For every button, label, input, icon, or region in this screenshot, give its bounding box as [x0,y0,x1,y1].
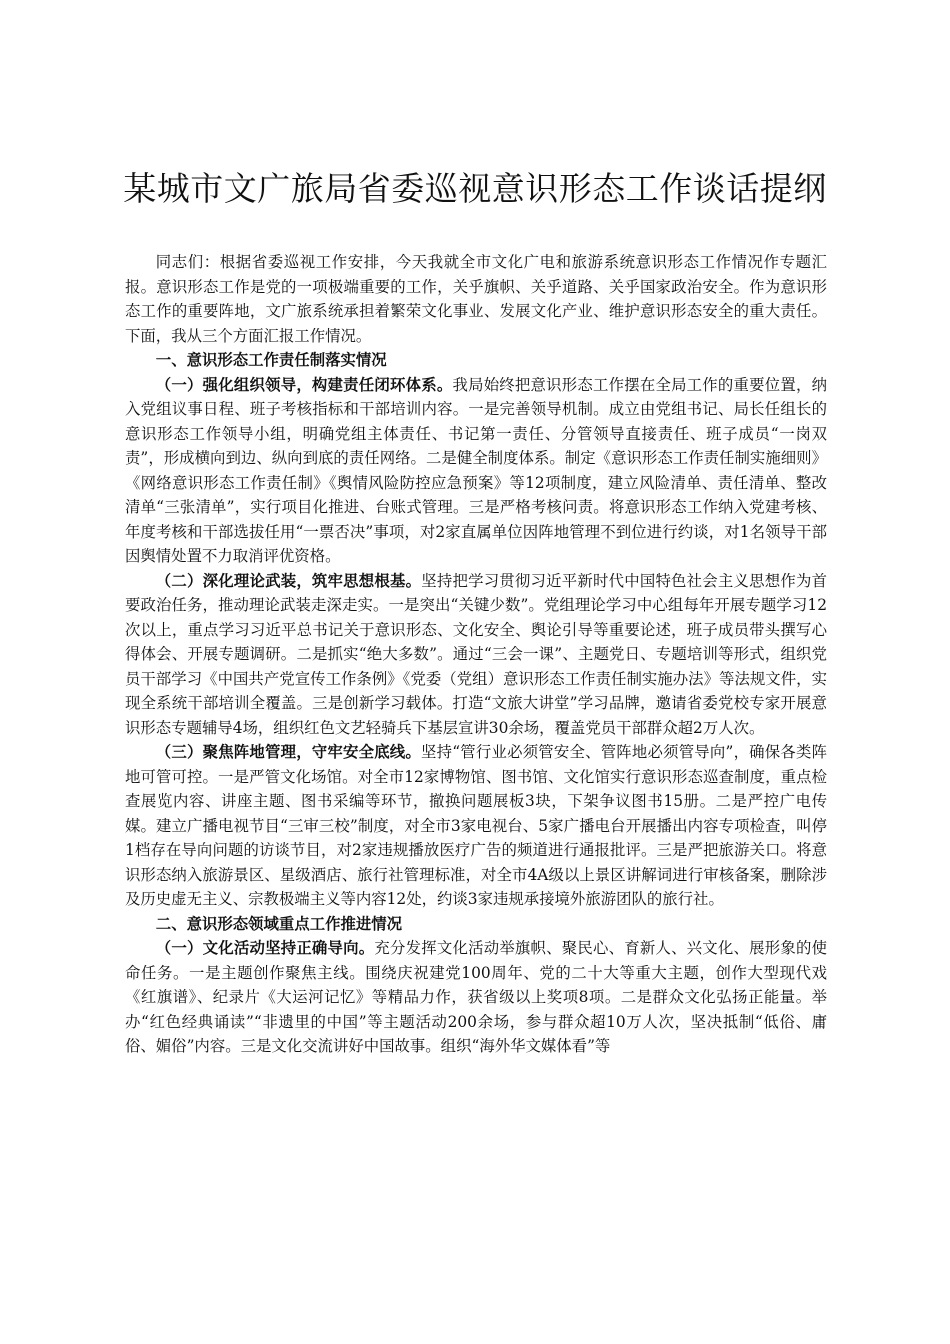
subheading-lead: （二）深化理论武装，筑牢思想根基。 [155,571,422,590]
document-body [125,250,827,1059]
section-1-paragraph-1 [125,373,827,569]
section-1-paragraph-2 [125,569,827,741]
section-heading-2: 二、意识形态领域重点工作推进情况 [155,914,403,933]
section-2-paragraph-1 [125,936,827,1059]
subheading-lead: （一）文化活动坚持正确导向。 [155,939,375,957]
paragraph-text: 坚持“管行业必须管安全、管阵地必须管导向”，确保各类阵地可管可控。一是严管文化场馆。对全市12家博物馆、图书馆、文化馆实行意识形态巡查制度，重点检查展览内容、讲座主题、图书采编等环节，撤换问题展板3块，下架争议图书15册。二是严控广电传媒。建立广播电视节目“三审三校”制度，对全市3家电视台、5家广播电台开展播出内容专项检查，叫停1档存在导向问题的访谈节目，对2家违规播放医疗广告的频道进行通报批评。三是严把旅游关口。将意识形态纳入旅游景区、星级酒店、旅行社管理标准，对全市4A级以上景区讲解词进行审核备案，删除涉及历史虚无主义、宗教极端主义等内容12处，约谈3家违规承接境外旅游团队的旅行社。 [125,743,827,908]
paragraph-text: 坚持把学习贯彻习近平新时代中国特色社会主义思想作为首要政治任务，推动理论武装走深走实。一是突出“关键少数”。党组理论学习中心组每年开展专题学习12次以上，重点学习习近平总书记关于意识形态、文化安全、舆论引导等重要论述，班子成员带头撰写心得体会、开展专题调研。二是抓实“绝大多数”。通过“三会一课”、主题党日、专题培训等形式，组织党员干部学习《中国共产党宣传工作条例》《党委（党组）意识形态工作责任制实施办法》等法规文件，实现全系统干部培训全覆盖。三是创新学习载体。打造“文旅大讲堂”学习品牌，邀请省委党校专家开展意识形态专题辅导4场，组织红色文艺轻骑兵下基层宣讲30余场，覆盖党员干部群众超2万人次。 [125,571,827,737]
section-1-paragraph-3 [125,740,827,912]
subheading-lead: （三）聚焦阵地管理，守牢安全底线。 [155,743,422,761]
intro-paragraph: 同志们：根据省委巡视工作安排，今天我就全市文化广电和旅游系统意识形态工作情况作专题汇报。意识形态工作是党的一项极端重要的工作，关乎旗帜、关乎道路、关乎国家政治安全。作为意识形态工作的重要阵地，文广旅系统承担着繁荣文化事业、发展文化产业、维护意识形态安全的重大责任。下面，我从三个方面汇报工作情况。 [125,253,827,345]
subheading-lead: （一）强化组织领导，构建责任闭环体系。 [155,375,453,394]
section-heading-1: 一、意识形态工作责任制落实情况 [155,351,387,369]
paragraph-text: 我局始终把意识形态工作摆在全局工作的重要位置，纳入党组议事日程、班子考核指标和干部培训内容。一是完善领导机制。成立由党组书记、局长任组长的意识形态工作领导小组，明确党组主体责任、书记第一责任、分管领导直接责任、班子成员“一岗双责”，形成横向到边、纵向到底的责任网络。二是健全制度体系。制定《意识形态工作责任制实施细则》《网络意识形态工作责任制》《舆情风险防控应急预案》等12项制度，建立风险清单、责任清单、整改清单“三张清单”，实行项目化推进、台账式管理。三是严格考核问责。将意识形态工作纳入党建考核、年度考核和干部选拔任用“一票否决”事项，对2家直属单位因阵地管理不到位进行约谈，对1名领导干部因舆情处置不力取消评优资格。 [125,375,827,565]
paragraph-text: 充分发挥文化活动举旗帜、聚民心、育新人、兴文化、展形象的使命任务。一是主题创作聚焦主线。围绕庆祝建党100周年、党的二十大等重大主题，创作大型现代戏《红旗谱》、纪录片《大运河记忆》等精品力作，获省级以上奖项8项。二是群众文化弘扬正能量。举办“红色经典诵读”“非遗里的中国”等主题活动200余场，参与群众超10万人次，坚决抵制“低俗、庸俗、媚俗”内容。三是文化交流讲好中国故事。组织“海外华文媒体看”等 [125,939,827,1055]
document-title: 某城市文广旅局省委巡视意识形态工作谈话提纲 [123,169,827,208]
